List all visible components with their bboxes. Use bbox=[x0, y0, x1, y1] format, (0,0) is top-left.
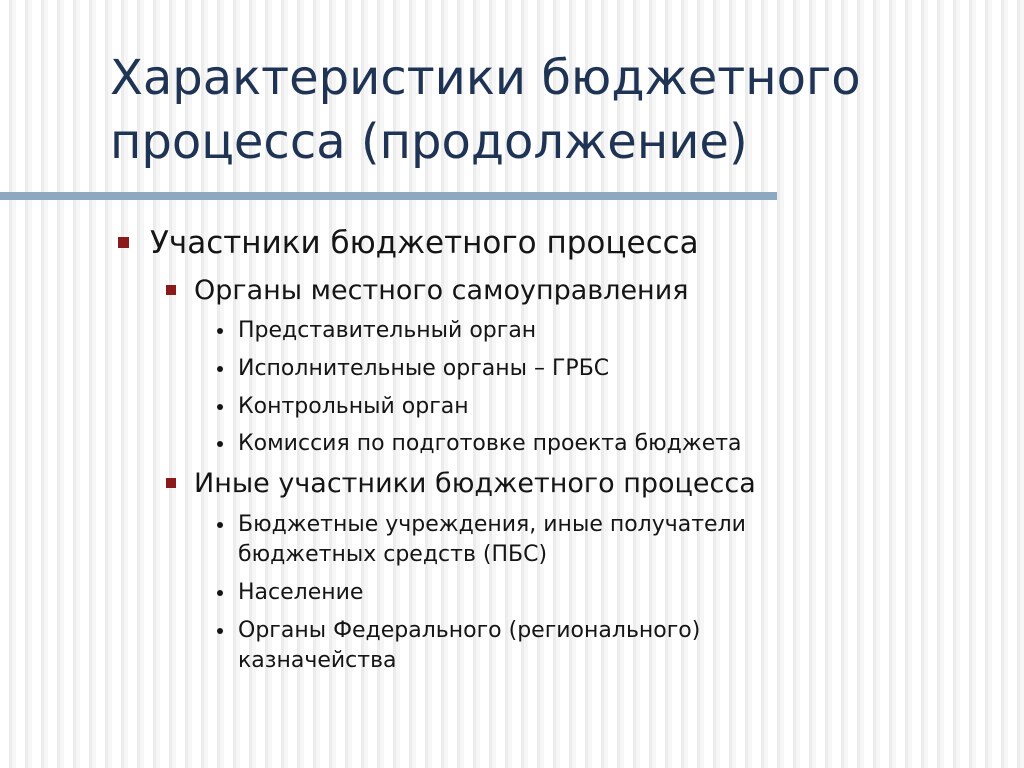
bullet-dot-icon bbox=[217, 404, 223, 410]
bullet-dot-icon bbox=[217, 328, 223, 334]
list-item-treasury-line-2: казначейства bbox=[238, 648, 397, 673]
bullet-square-icon bbox=[166, 478, 176, 488]
list-item-budget-commission: Комиссия по подготовке проекта бюджета bbox=[238, 431, 742, 456]
bullet-dot-icon bbox=[217, 522, 223, 528]
slide-title-line-1: Характеристики бюджетного bbox=[110, 50, 861, 106]
bullet-participants: Участники бюджетного процесса bbox=[150, 225, 699, 261]
bullet-local-government: Органы местного самоуправления bbox=[194, 275, 689, 306]
title-divider bbox=[0, 192, 777, 200]
bullet-other-participants: Иные участники бюджетного процесса bbox=[194, 468, 756, 499]
bullet-dot-icon bbox=[217, 441, 223, 447]
slide-title-line-2: процесса (продолжение) bbox=[110, 114, 748, 170]
list-item-executive-bodies: Исполнительные органы – ГРБС bbox=[238, 356, 610, 381]
list-item-representative-body: Представительный орган bbox=[238, 318, 537, 343]
list-item-population: Население bbox=[238, 580, 364, 605]
list-item-treasury-line-1: Органы Федерального (регионального) bbox=[238, 618, 701, 643]
list-item-control-body: Контрольный орган bbox=[238, 394, 469, 419]
bullet-square-icon bbox=[118, 237, 129, 248]
bullet-dot-icon bbox=[217, 590, 223, 596]
bullet-dot-icon bbox=[217, 628, 223, 634]
list-item-budget-institutions-line-2: бюджетных средств (ПБС) bbox=[238, 542, 548, 567]
slide-title bbox=[110, 46, 990, 174]
bullet-dot-icon bbox=[217, 366, 223, 372]
list-item-budget-institutions-line-1: Бюджетные учреждения, иные получатели bbox=[238, 512, 746, 537]
bullet-square-icon bbox=[166, 285, 176, 295]
